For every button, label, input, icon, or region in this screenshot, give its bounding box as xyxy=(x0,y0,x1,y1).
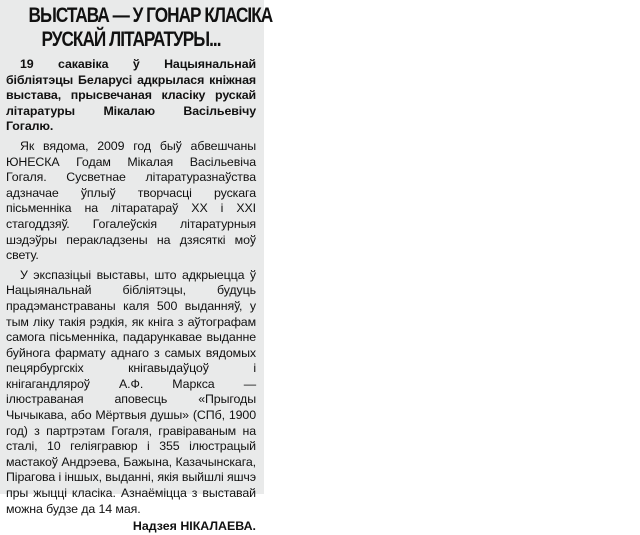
headline-line-2: РУСКАЙ ЛІТАРАТУРЫ... xyxy=(41,28,221,51)
author-first-name: Надзея xyxy=(132,519,181,534)
headline-line-1: ВЫСТАВА — У ГОНАР КЛАСІКА xyxy=(28,4,273,27)
body-paragraph-2: У экспазіцыі выставы, што адкрыецца ў Нацыянальнай бібліятэцы, будуць прадэманстраваны каля 500 выданняў, у тым ліку такія рэдкія, як кніга з аўтографам самога пісьменніка, падарункавае выданне буйнога фармату аднаго з самых вядомых пецярбургскіх кнігавыдаўцоў і кнігагандляроў А.Ф. Маркса — ілюстраваная аповесць «Прыгоды Чычыкава, або Мёртвыя душы» (СПб, 1900 год) з партрэтам Гогаля, гравіраваным на сталі, 10 геліягравюр і 355 ілюстрацый мастакоў Андрэева, Бажына, Казачынскага, Пірагова і іншых, выданні, якія выйшлі яшчэ пры жыцці класіка. Азнаёміцца з выставай можна будзе да 14 мая. xyxy=(6,267,256,516)
author-surname: НІКАЛАЕВА. xyxy=(180,519,256,534)
newspaper-clipping xyxy=(0,0,273,534)
author-signature xyxy=(6,519,256,535)
headline xyxy=(28,4,273,52)
lead-paragraph: 19 сакавіка ў Нацыянальнай бібліятэцы Беларусі адкрылася кніжная выстава, прысвечаная класіку рускай літаратуры Мікалаю Васільевічу Гогалю. xyxy=(6,57,256,134)
body-paragraph-1: Як вядома, 2009 год быў абвешчаны ЮНЕСКА Годам Мікалая Васільевіча Гогаля. Сусветнае літаратуразнаўства адзначае ўплыў творчасці рускага пісьменніка на літаратараў XX і XXI стагоддзяў. Гогалеўскія літаратурныя шэдэўры перакладзены на дзясяткі моў свету. xyxy=(6,138,256,263)
